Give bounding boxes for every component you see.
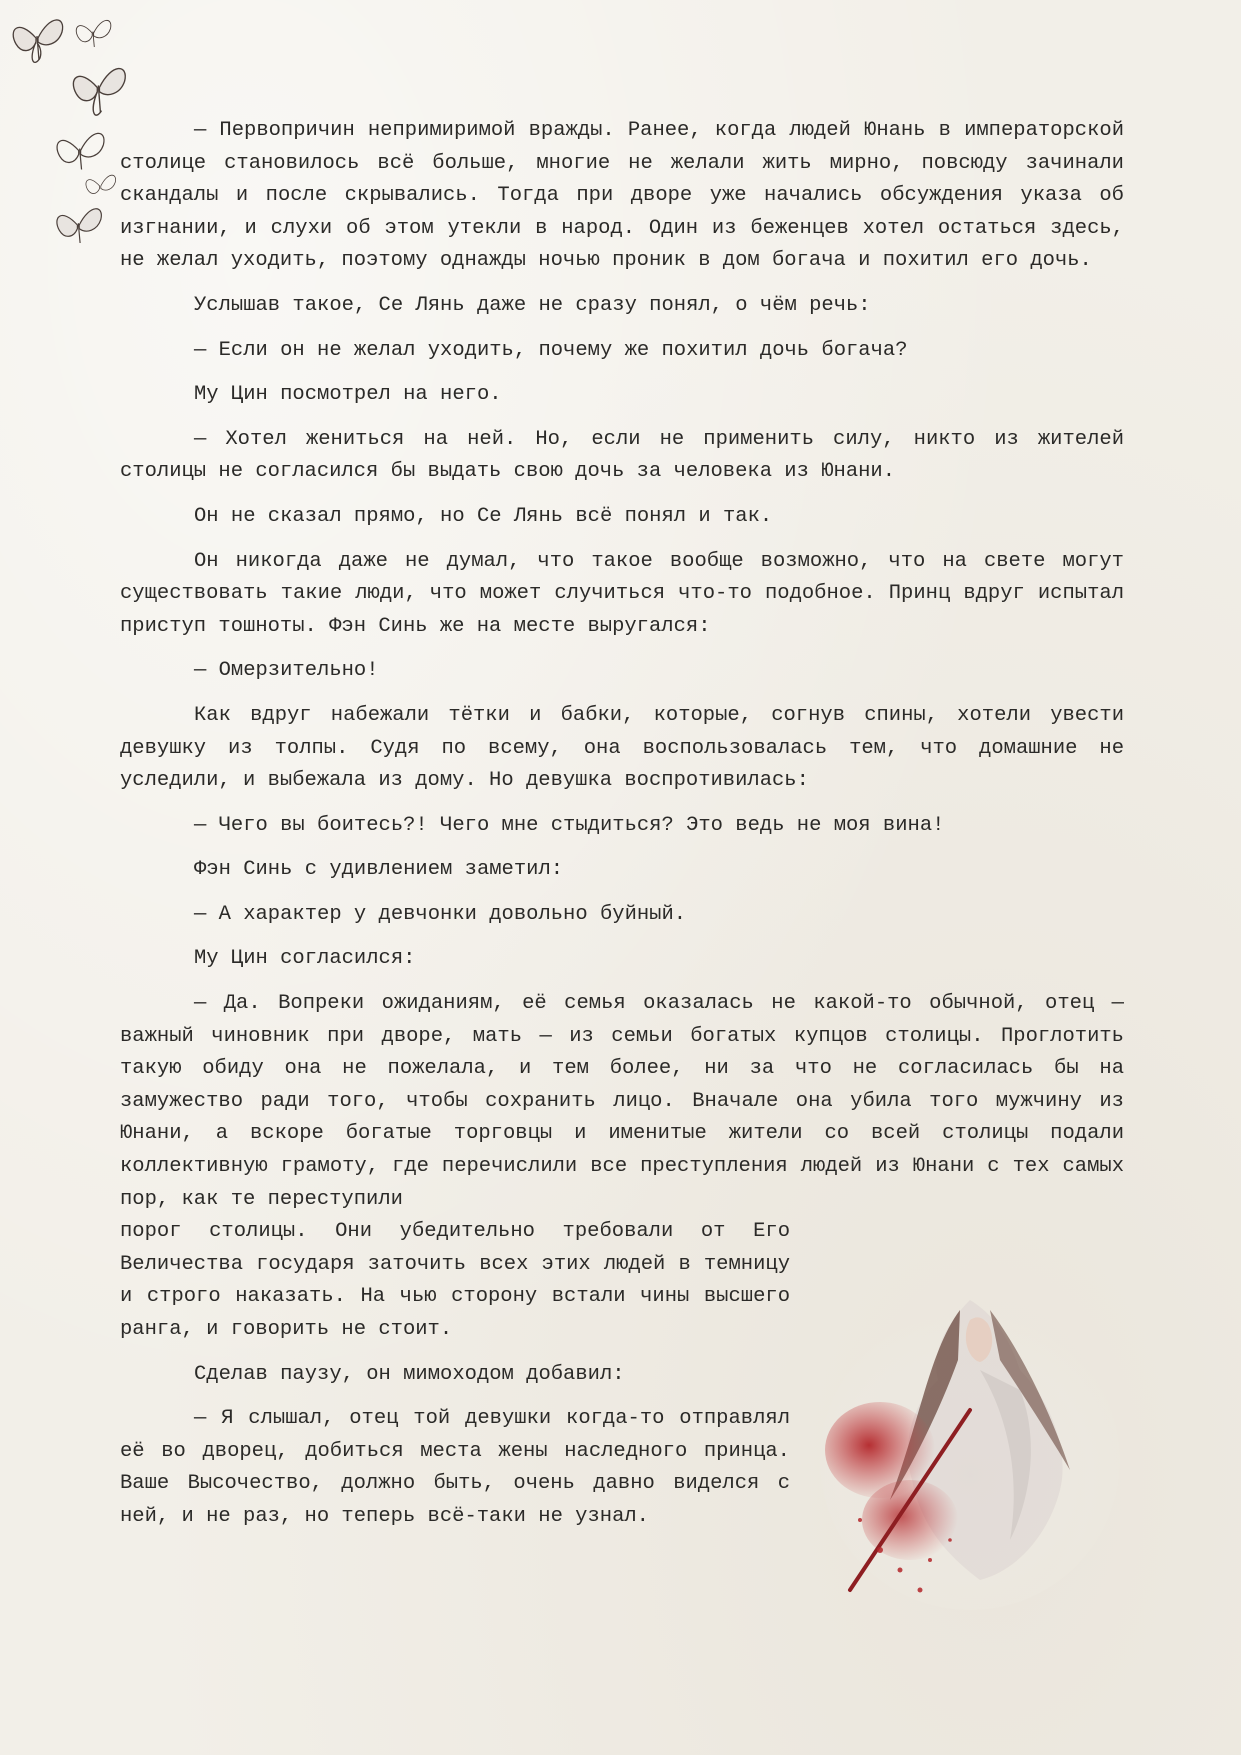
- paragraph: — Первопричин непримиримой вражды. Ранее, когда людей Юнань в императорской столице становилось всё больше, многие не желали жить мирно, повсюду зачинали скандалы и после скрывались. Тогда при дворе уже начались обсуждения указа об изгнании, и слухи об этом утекли в народ. Один из беженцев хотел остаться здесь, не желал уходить, поэтому однажды ночью проник в дом богача и похитил его дочь.: [120, 119, 1124, 273]
- paragraph: — Да. Вопреки ожиданиям, её семья оказалась не какой-то обычной, отец — важный чиновник при дворе, мать — из семьи богатых купцов столицы. Проглотить такую обиду она не пожелала, и тем более, ни за что не согласилась бы на замужество ради того, чтобы сохранить лицо. Вначале она убила того мужчину из Юнани, а вскоре богатые торговцы и именитые жители со всей столицы подали коллективную грамоту, где перечислили все преступления людей из Юнани с тех самых пор, как те переступили: [120, 992, 1124, 1211]
- paragraph: Фэн Синь с удивлением заметил:: [194, 858, 564, 882]
- paragraph: — Чего вы боитесь?! Чего мне стыдиться? Это ведь не моя вина!: [194, 813, 945, 837]
- paragraph: Он никогда даже не думал, что такое вообще возможно, что на свете могут существовать такие люди, что может случиться что-то подобное. Принц вдруг испытал приступ тошноты. Фэн Синь же на месте выругался:: [120, 549, 1124, 638]
- paragraph: — Если он не желал уходить, почему же похитил дочь богача?: [194, 338, 908, 362]
- paragraph: Он не сказал прямо, но Се Лянь всё понял и так.: [194, 504, 773, 528]
- figure-illustration: [820, 1290, 1120, 1610]
- paragraph: — Я слышал, отец той девушки когда-то отправлял её во дворец, добиться места жены наследного принца. Ваше Высочество, должно быть, очень давно виделся с ней, и не раз, но теперь всё-таки не узнал.: [120, 1407, 790, 1528]
- paragraph: Сделав паузу, он мимоходом добавил:: [194, 1362, 625, 1386]
- paragraph: — Хотел жениться на ней. Но, если не применить силу, никто из жителей столицы не согласился бы выдать свою дочь за человека из Юнани.: [120, 427, 1124, 484]
- paragraph: Му Цин посмотрел на него.: [194, 383, 502, 407]
- paragraph: Услышав такое, Се Лянь даже не сразу понял, о чём речь:: [194, 293, 871, 317]
- paragraph-continuation: порог столицы. Они убедительно требовали от Его Величества государя заточить всех этих людей в темницу и строго наказать. На чью сторону встали чины высшего ранга, и говорить не стоит.: [120, 1220, 790, 1341]
- paragraph: — Омерзительно!: [194, 659, 379, 683]
- paragraph: — А характер у девчонки довольно буйный.: [194, 902, 687, 926]
- paragraph: Как вдруг набежали тётки и бабки, которые, согнув спины, хотели увести девушку из толпы. Судя по всему, она воспользовалась тем, что домашние не уследили, и выбежала из дому. Но девушка воспротивилась:: [120, 703, 1124, 793]
- paragraph: Му Цин согласился:: [194, 947, 416, 971]
